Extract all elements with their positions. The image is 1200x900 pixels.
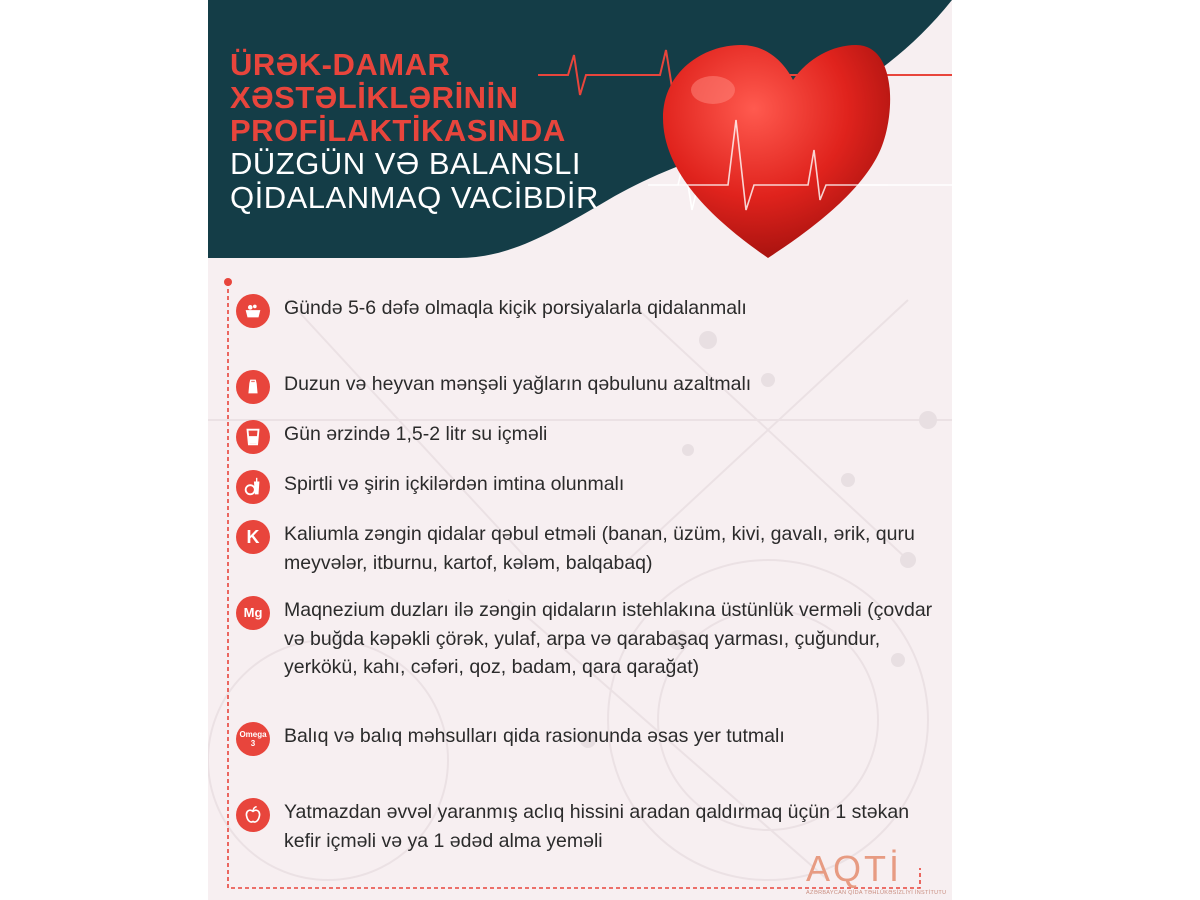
tips-list [208, 0, 952, 900]
list-item-text: Duzun və heyvan mənşəli yağların qəbulunu azaltmalı [284, 373, 752, 395]
list-item-text: Balıq və balıq məhsulları qida rasionunda əsas yer tutmalı [284, 725, 785, 747]
aqti-logo [806, 848, 952, 896]
list-item-text: Yatmazdan əvvəl yaranmış aclıq hissini aradan qaldırmaq üçün 1 stəkan kefir içməli və ya 1 ədəd alma yeməli [284, 801, 910, 852]
potassium-icon: K [236, 520, 270, 554]
title-line-2: XƏSTƏLİKLƏRİNİN [230, 80, 519, 115]
title-line-5: QİDALANMAQ VACİBDİR [230, 180, 599, 215]
poster [208, 0, 952, 900]
list-item-text: Spirtli və şirin içkilərdən imtina olunmalı [284, 473, 625, 495]
title-line-3: PROFİLAKTİKASINDA [230, 113, 566, 148]
list-item-text: Kaliumla zəngin qidalar qəbul etməli (banan, üzüm, kivi, gavalı, ərik, quru meyvələr, itburnu, kartof, kələm, balqabaq) [284, 523, 915, 574]
title-line-4: DÜZGÜN VƏ BALANSLI [230, 146, 582, 181]
drinks-icon [236, 470, 270, 504]
food-basket-icon [236, 294, 270, 328]
list-item-text: Gün ərzində 1,5-2 litr su içməli [284, 423, 548, 445]
list-item-text: Gündə 5-6 dəfə olmaqla kiçik porsiyalarla qidalanmalı [284, 297, 747, 319]
salt-shaker-icon [236, 370, 270, 404]
logo-wordmark: AQTİ [806, 848, 903, 889]
omega3-icon: Omega 3 [236, 722, 270, 756]
apple-icon [236, 798, 270, 832]
list-item-text: Maqnezium duzları ilə zəngin qidaların istehlakına üstünlük verməli (çovdar və buğda kəpəkli çörək, yulaf, arpa və qarabaşaq yarması, çuğundur, yerkökü, kahı, cəfəri, qoz, badam, qara qarağat) [284, 599, 933, 678]
title-line-1: ÜRƏK-DAMAR [230, 47, 451, 82]
water-glass-icon [236, 420, 270, 454]
magnesium-icon: Mg [236, 596, 270, 630]
logo-subtitle: AZƏRBAYCAN QİDA TƏHLÜKƏSİZLİYİ İNSTİTUTU [806, 890, 947, 896]
